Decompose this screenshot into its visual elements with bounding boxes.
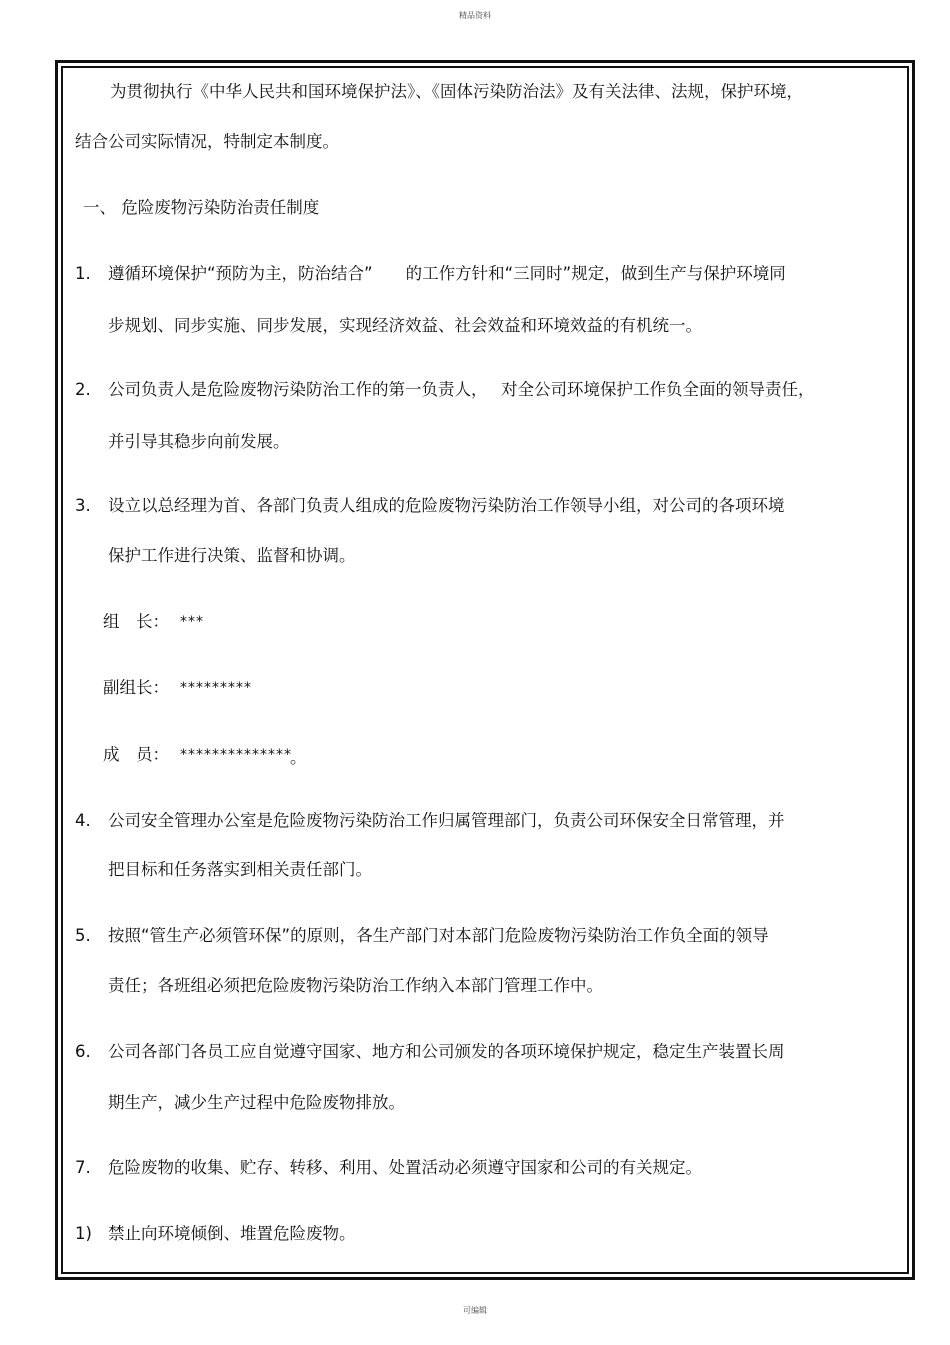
- item-number: 7.: [75, 1158, 91, 1177]
- section-title: 一、 危险废物污染防治责任制度: [83, 198, 320, 217]
- group-leader-value: ***: [180, 614, 204, 630]
- item-text-line: 公司安全管理办公室是危险废物污染防治工作归属管理部门，负责公司环保安全日常管理，并: [108, 811, 785, 830]
- item-number: 1.: [75, 264, 91, 283]
- subitem-number: 1): [75, 1224, 92, 1243]
- item-text-line: 期生产，减少生产过程中危险废物排放。: [108, 1093, 405, 1112]
- item-text-line: 把目标和任务落实到相关责任部门。: [108, 860, 372, 879]
- item-text-line: 公司各部门各员工应自觉遵守国家、地方和公司颁发的各项环境保护规定，稳定生产装置长周: [108, 1042, 785, 1061]
- item-number: 2.: [75, 380, 91, 399]
- subitem-text: 禁止向环境倾倒、堆置危险废物。: [108, 1224, 356, 1243]
- item-text-line: 危险废物的收集、贮存、转移、利用、处置活动必须遵守国家和公司的有关规定。: [108, 1158, 702, 1177]
- item-number: 3.: [75, 496, 91, 515]
- item-text-line: 遵循环境保护“预防为主，防治结合” 的工作方针和“三同时”规定，做到生产与保护环境同: [108, 264, 786, 283]
- item-number: 4.: [75, 811, 91, 830]
- item-text-line: 并引导其稳步向前发展。: [108, 432, 290, 451]
- item-text-line: 保护工作进行决策、监督和协调。: [108, 546, 356, 565]
- item-text-line: 按照“管生产必须管环保”的原则，各生产部门对本部门危险废物污染防治工作负全面的领导: [108, 926, 769, 945]
- group-member-value: **************: [180, 747, 292, 763]
- group-member-suffix: 。: [290, 748, 307, 767]
- group-leader-label: 组 长：: [103, 612, 169, 631]
- item-number: 6.: [75, 1042, 91, 1061]
- item-text-line: 步规划、同步实施、同步发展，实现经济效益、社会效益和环境效益的有机统一。: [108, 316, 702, 335]
- intro-line-2: 结合公司实际情况，特制定本制度。: [75, 132, 339, 151]
- item-number: 5.: [75, 926, 91, 945]
- footer-note: 可编辑: [463, 1306, 487, 1315]
- item-text-line: 设立以总经理为首、各部门负责人组成的危险废物污染防治工作领导小组，对公司的各项环境: [108, 496, 785, 515]
- group-member-label: 成 员：: [103, 745, 169, 764]
- group-deputy-label: 副组长：: [103, 678, 169, 697]
- item-text-line: 责任；各班组必须把危险废物污染防治工作纳入本部门管理工作中。: [108, 976, 603, 995]
- item-text-line: 公司负责人是危险废物污染防治工作的第一负责人， 对全公司环境保护工作负全面的领导责任，: [108, 380, 815, 399]
- header-note: 精品资料: [459, 11, 491, 20]
- group-deputy-value: *********: [180, 680, 252, 696]
- intro-line-1: 为贯彻执行《中华人民共和国环境保护法》、《固体污染防治法》及有关法律、法规，保护环境，: [110, 82, 803, 101]
